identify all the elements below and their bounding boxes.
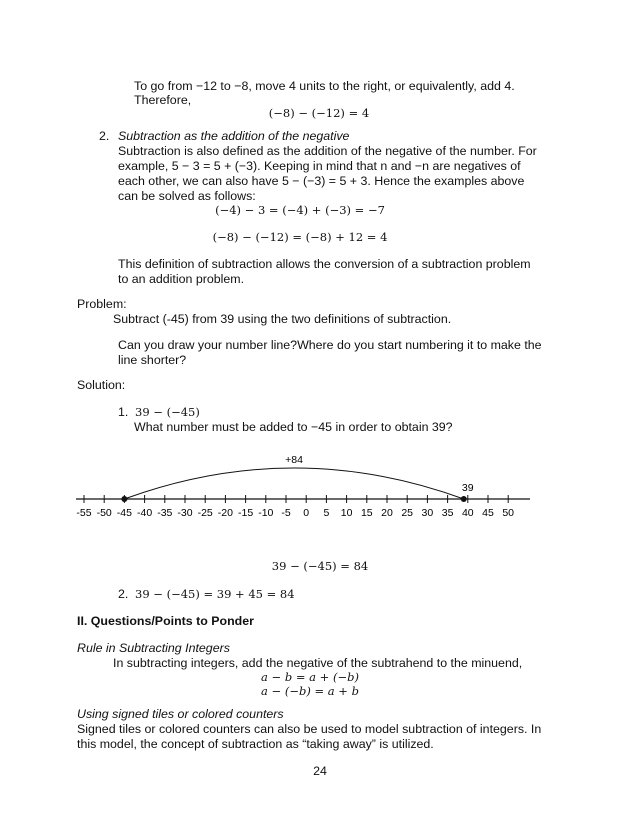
tick-label: 25 <box>401 507 414 519</box>
question-line: Can you draw your number line?Where do you start numbering it to make the <box>118 338 542 352</box>
tick-label: 40 <box>461 507 474 519</box>
number-line-point <box>121 496 127 502</box>
tick-label: -45 <box>116 507 132 519</box>
question-line: line shorter? <box>118 353 187 367</box>
intro-line-2: Therefore, <box>134 93 192 107</box>
formula-1: a − b = a + (−b) <box>261 670 359 684</box>
result-equation: 39 − (−45) = 84 <box>271 559 369 573</box>
tiles-text-line: this model, the concept of subtraction as “taking away” is utilized. <box>77 737 434 751</box>
equation-1: (−4) − 3 = (−4) + (−3) = −7 <box>215 203 385 217</box>
number-line <box>0 445 639 525</box>
tiles-text-line: Signed tiles or colored counters can also be used to model subtraction of integers. In <box>77 722 542 736</box>
tiles-title: Using signed tiles or colored counters <box>77 707 284 721</box>
tick-label: 30 <box>421 507 434 519</box>
tick-label: -15 <box>238 507 254 519</box>
rule-title: Rule in Subtracting Integers <box>77 641 230 655</box>
paragraph-line: Subtraction is also defined as the addition of the negative of the number. For <box>118 144 537 158</box>
solution-expression-2: 39 − (−45) = 39 + 45 = 84 <box>135 587 295 601</box>
tick-label: 0 <box>303 507 310 519</box>
tick-label: -50 <box>96 507 112 519</box>
tick-label: 5 <box>323 507 330 519</box>
conclusion-line: This definition of subtraction allows the conversion of a subtraction problem <box>118 257 531 271</box>
intro-equation: (−8) − (−12) = 4 <box>268 106 370 120</box>
tick-label: -10 <box>258 507 274 519</box>
tick-label: -25 <box>197 507 213 519</box>
tick-label: 15 <box>360 507 373 519</box>
paragraph-line: example, 5 − 3 = 5 + (−3). Keeping in mind that n and −n are negatives of <box>118 159 521 173</box>
tick-label: -40 <box>137 507 153 519</box>
point-label-39: 39 <box>461 482 474 494</box>
formula-2: a − (−b) = a + b <box>261 684 359 698</box>
conclusion-line: to an addition problem. <box>118 272 245 286</box>
tick-label: -5 <box>281 507 291 519</box>
item-number-2b: 2. <box>118 587 129 601</box>
rule-text: In subtracting integers, add the negative of the subtrahend to the minuend, <box>113 656 523 670</box>
tick-label: -35 <box>157 507 173 519</box>
problem-label: Problem: <box>77 297 127 311</box>
tick-label: 10 <box>340 507 353 519</box>
intro-line-1: To go from −12 to −8, move 4 units to the right, or equivalently, add 4. <box>134 79 515 93</box>
tick-label: 45 <box>482 507 494 519</box>
section-heading-subtraction-negative: Subtraction as the addition of the negative <box>118 129 350 143</box>
solution-question: What number must be added to −45 in order to obtain 39? <box>134 420 453 434</box>
section-ii-heading: II. Questions/Points to Ponder <box>77 614 254 628</box>
page-number: 24 <box>313 764 327 778</box>
item-number-1: 1. <box>118 405 129 419</box>
arc-label: +84 <box>285 454 303 466</box>
equation-2: (−8) − (−12) = (−8) + 12 = 4 <box>212 230 388 244</box>
tick-label: 35 <box>441 507 454 519</box>
tick-label: 20 <box>381 507 393 519</box>
tick-label: -30 <box>177 507 193 519</box>
paragraph-line: each other, we can also have 5 − (−3) = 5 + 3. Hence the examples above <box>118 174 525 188</box>
number-line-point <box>461 496 467 502</box>
problem-text: Subtract (-45) from 39 using the two definitions of subtraction. <box>113 312 452 326</box>
solution-expression-1: 39 − (−45) <box>135 405 200 419</box>
tick-label: -20 <box>217 507 233 519</box>
paragraph-line: can be solved as follows: <box>118 189 256 203</box>
number-line-arc <box>124 468 463 499</box>
item-number-2: 2. <box>99 129 110 143</box>
tick-label: -55 <box>76 507 92 519</box>
solution-label: Solution: <box>77 378 126 392</box>
tick-label: 50 <box>502 507 515 519</box>
